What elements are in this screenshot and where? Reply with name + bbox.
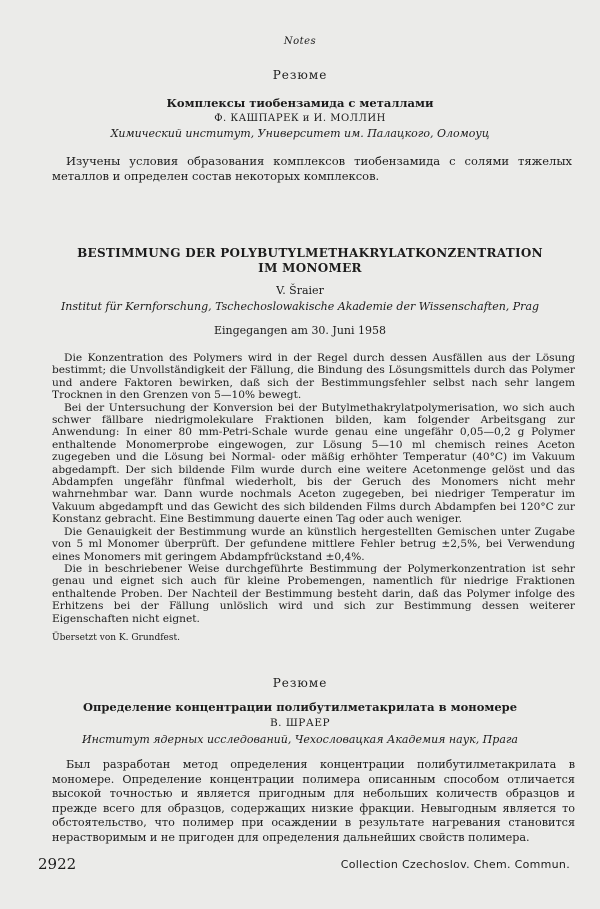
resume-institution-2: Институт ядерных исследований, Чехословацкая Академия наук, Прага bbox=[82, 733, 518, 746]
article-title-line-1: BESTIMMUNG DER POLYBUTYLMETHAKRYLATKONZENTRATION bbox=[77, 246, 543, 260]
resume-author-2: В. ШРАЕР bbox=[269, 717, 331, 729]
translator-note: Übersetzt von K. Grundfest. bbox=[52, 633, 180, 643]
article-institution: Institut für Kernforschung, Tschechoslowakische Akademie der Wissenschaften, Prag bbox=[60, 300, 540, 313]
body-paragraph: Die in beschriebener Weise durchgeführte Bestimmung der Polymerkonzentration ist sehr genau und eignet sich auch für kleine Probemengen, namentlich für niedrige Fraktionen enthaltende Proben. Der Nachteil der Bestimmung besteht darin, daß das Polymer infolge des Erhitzens bei der Fällung unlöslich wird und sich zur Bestimmung dessen weiterer Eigenschaften nicht eignet. bbox=[52, 562, 575, 625]
resume-heading-2: Резюме bbox=[272, 676, 328, 690]
received-date: Eingegangen am 30. Juni 1958 bbox=[213, 324, 387, 337]
resume-title-1: Комплексы тиобензамида с металлами bbox=[166, 96, 434, 110]
resume-heading-1: Резюме bbox=[272, 68, 328, 82]
resume-abstract-2-text: Был разработан метод определения концентрации полибутилметакрилата в мономере. Определение концентрации полимера описанным способом отличается высокой точностью и является пригодным для небольших количеств образцов и прежде всего для образцов, содержащих низкие фракции. Невыгодным является то обстоятельство, что полимер при осаждении в результате нагревания становится нерастворимым и не пригоден для определения дальнейших свойств полимера. bbox=[52, 758, 575, 844]
resume-institution-1: Химический институт, Университет им. Палацкого, Оломоуц bbox=[110, 127, 490, 140]
journal-name: Collection Czechoslov. Chem. Commun. bbox=[340, 858, 570, 871]
resume-title-2: Определение концентрации полибутилметакрилата в мономере bbox=[82, 700, 518, 714]
body-paragraph: Bei der Untersuchung der Konversion bei der Butylmethakrylatpolymerisation, wo sich auch schwer fällbare niedrigmolekulare Fraktionen bilden, kam folgender Arbeitsgang zur Anwendung: In einer 80 mm-Petri-Schale wurde genau eine ungefähr 0,05—0,2 g Polymer enthaltende Monomerprobe eingewogen, zur Lösung 5—10 ml chemisch reines Aceton zugegeben und die Lösung bei Normal- oder mäßig erhöhter Temperatur (40°C) im Vakuum abgedampft. Der sich bildende Film wurde durch eine weitere Acetonmenge gelöst und das Abdampfen ungefähr fünfmal wiederholt, bis der Geruch des Monomers nicht mehr wahrnehmbar war. Dann wurde nochmals Aceton zugegeben, bei niedriger Temperatur im Vakuum abgedampft und das Gewicht des sich bildenden Films durch Abdampfen bei 120°C zur Konstanz gebracht. Eine Bestimmung dauerte einen Tag oder auch weniger. bbox=[52, 401, 575, 526]
running-header: Notes bbox=[283, 36, 317, 47]
page-number: 2922 bbox=[38, 855, 77, 873]
body-paragraph: Die Genauigkeit der Bestimmung wurde an künstlich hergestellten Gemischen unter Zugabe von 5 ml Monomer überprüft. Der gefundene mittlere Fehler betrug ±2,5%, bei Verwendung eines Monomers mit geringem Abdampfrückstand ±0,4%. bbox=[52, 525, 575, 563]
article-title-line-2: IM MONOMER bbox=[258, 261, 362, 275]
resume-abstract-1: Изучены условия образования комплексов тиобензамида с солями тяжелых металлов и определен состав некоторых комплексов. bbox=[52, 154, 572, 183]
resume-abstract-2 bbox=[52, 758, 575, 845]
resume-authors-1: Ф. КАШПАРЕК и И. МОЛЛИН bbox=[214, 113, 386, 124]
article-title bbox=[60, 246, 560, 276]
article-author: V. Šraier bbox=[276, 284, 324, 297]
article-body bbox=[52, 352, 575, 625]
body-paragraph: Die Konzentration des Polymers wird in der Regel durch dessen Ausfällen aus der Lösung bestimmt; die Unvollständigkeit der Fällung, die Bindung des Lösungsmittels durch das Polymer und andere Faktoren bewirken, daß sich der Bestimmungsfehler selbst nach sehr langem Trocknen in den Grenzen von 5—10% bewegt. bbox=[52, 352, 575, 402]
